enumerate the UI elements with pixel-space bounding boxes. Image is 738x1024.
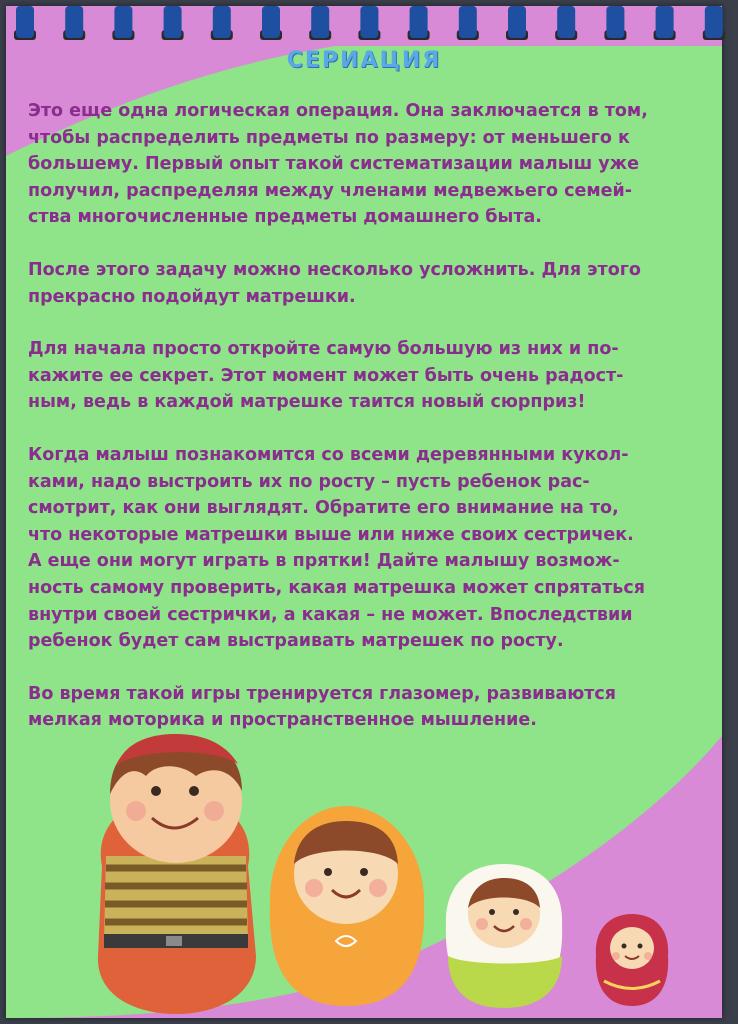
- binding-ring-icon: [555, 6, 577, 40]
- text-line: ность самому проверить, какая матрешка может спрятаться: [28, 577, 645, 598]
- binding-ring-icon: [654, 6, 676, 40]
- text-line: Это еще одна логическая операция. Она заключается в том,: [28, 101, 648, 121]
- binding-ring-icon: [358, 6, 380, 40]
- binding-ring-icon: [63, 6, 85, 40]
- binding-ring-icon: [604, 6, 626, 40]
- text-line: мелкая моторика и пространственное мышление.: [28, 710, 537, 731]
- text-line: ства многочисленные предметы домашнего быта.: [28, 207, 542, 228]
- text-line: Когда малыш познакомится со всеми деревянными кукол-: [28, 444, 629, 465]
- matryoshka-orange-icon: [270, 806, 424, 1006]
- binding-ring-icon: [260, 6, 282, 40]
- text-line: что некоторые матрешки выше или ниже своих сестричек.: [28, 524, 634, 545]
- text-line: А еще они могут играть в прятки! Дайте малышу возмож-: [28, 551, 620, 572]
- matryoshka-large-boy-icon: [98, 734, 256, 1014]
- binding-ring-icon: [162, 6, 184, 40]
- matryoshka-small-red-icon: [596, 914, 668, 1006]
- body-text: [28, 98, 704, 760]
- binding-ring-icon: [309, 6, 331, 40]
- binding-ring-icon: [703, 6, 725, 40]
- spiral-binding: [0, 0, 738, 52]
- binding-ring-icon: [112, 6, 134, 40]
- binding-ring-icon: [408, 6, 430, 40]
- text-line: Во время такой игры тренируется глазомер, развиваются: [28, 683, 617, 704]
- paragraph: [28, 98, 704, 231]
- text-line: ребенок будет сам выстраивать матрешек по росту.: [28, 631, 564, 652]
- page-title: СЕРИАЦИЯ: [286, 48, 442, 73]
- text-line: смотрит, как они выглядят. Обратите его внимание на то,: [28, 498, 619, 519]
- text-line: После этого задачу можно несколько усложнить. Для этого: [28, 259, 641, 280]
- binding-ring-icon: [211, 6, 233, 40]
- text-line: ками, надо выстроить их по росту – пусть ребенок рас-: [28, 471, 590, 492]
- binding-ring-icon: [506, 6, 528, 40]
- paragraph: [28, 336, 704, 416]
- text-line: Для начала просто откройте самую большую из них и по-: [28, 339, 619, 360]
- paragraph: [28, 257, 704, 310]
- text-line: кажите ее секрет. Этот момент может быть очень радост-: [28, 365, 624, 386]
- text-line: большему. Первый опыт такой систематизации малыш уже: [28, 154, 639, 175]
- paragraph: [28, 442, 704, 655]
- binding-ring-icon: [457, 6, 479, 40]
- paragraph: [28, 681, 704, 734]
- text-line: ным, ведь в каждой матрешке таится новый сюрприз!: [28, 392, 586, 413]
- text-line: чтобы распределить предметы по размеру: от меньшего к: [28, 127, 630, 148]
- text-line: получил, распределяя между членами медвежьего семей-: [28, 180, 633, 201]
- binding-ring-icon: [14, 6, 36, 40]
- text-line: прекрасно подойдут матрешки.: [28, 286, 356, 307]
- matryoshka-white-green-icon: [446, 864, 562, 1008]
- notebook-page: [6, 6, 722, 1018]
- text-line: внутри своей сестрички, а какая – не может. Впоследствии: [28, 604, 633, 625]
